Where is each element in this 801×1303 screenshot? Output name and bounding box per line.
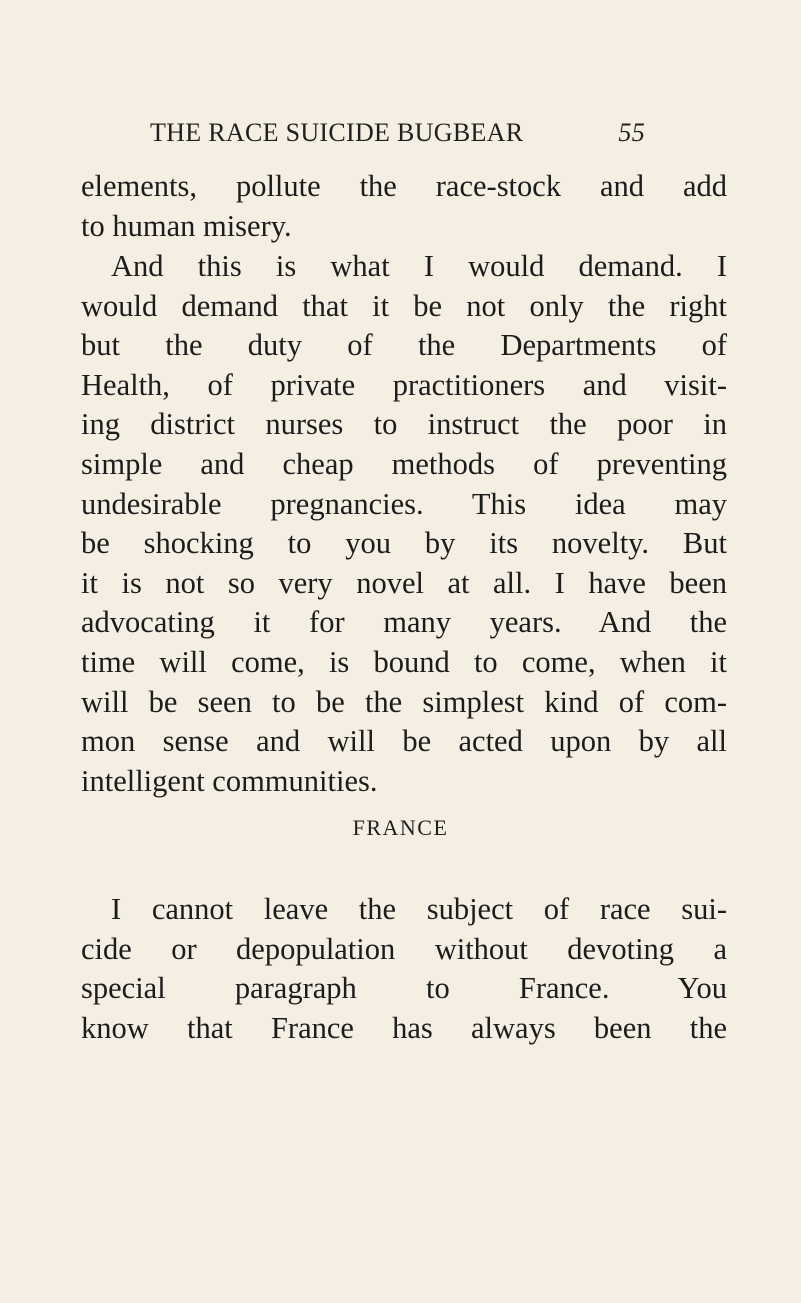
- paragraph-continued: [81, 167, 727, 246]
- text-line: mon sense and will be acted upon by all: [81, 724, 727, 759]
- text-line: simple and cheap methods of preventing: [81, 446, 727, 481]
- text-line: undesirable pregnancies. This idea may: [81, 486, 727, 521]
- text-line: to human misery.: [81, 208, 292, 243]
- text-line: will be seen to be the simplest kind of com-: [81, 684, 727, 719]
- running-title: THE RACE SUICIDE BUGBEAR: [150, 118, 524, 147]
- text-line: it is not so very novel at all. I have been: [81, 565, 727, 600]
- text-line: time will come, is bound to come, when it: [81, 644, 727, 679]
- page-number: 55: [618, 118, 645, 147]
- text-line: Health, of private practitioners and visit-: [81, 367, 727, 402]
- paragraph-france: [81, 890, 727, 1048]
- text-line: cide or depopulation without devoting a: [81, 931, 727, 966]
- text-line: but the duty of the Departments of: [81, 328, 727, 363]
- text-line: would demand that it be not only the right: [81, 288, 727, 323]
- text-line: And this is what I would demand. I: [111, 249, 727, 283]
- paragraph-demand: [81, 247, 727, 801]
- text-line: advocating it for many years. And the: [81, 605, 727, 640]
- text-line: ing district nurses to instruct the poor in: [81, 407, 727, 442]
- text-line: know that France has always been the: [81, 1010, 727, 1045]
- running-header: [150, 118, 645, 158]
- section-heading: FRANCE: [352, 815, 449, 840]
- text-line: special paragraph to France. You: [81, 971, 727, 1006]
- text-line: be shocking to you by its novelty. But: [81, 526, 727, 561]
- text-line: elements, pollute the race-stock and add: [81, 169, 727, 203]
- text-line: I cannot leave the subject of race sui-: [111, 892, 727, 926]
- text-line: intelligent communities.: [81, 763, 378, 798]
